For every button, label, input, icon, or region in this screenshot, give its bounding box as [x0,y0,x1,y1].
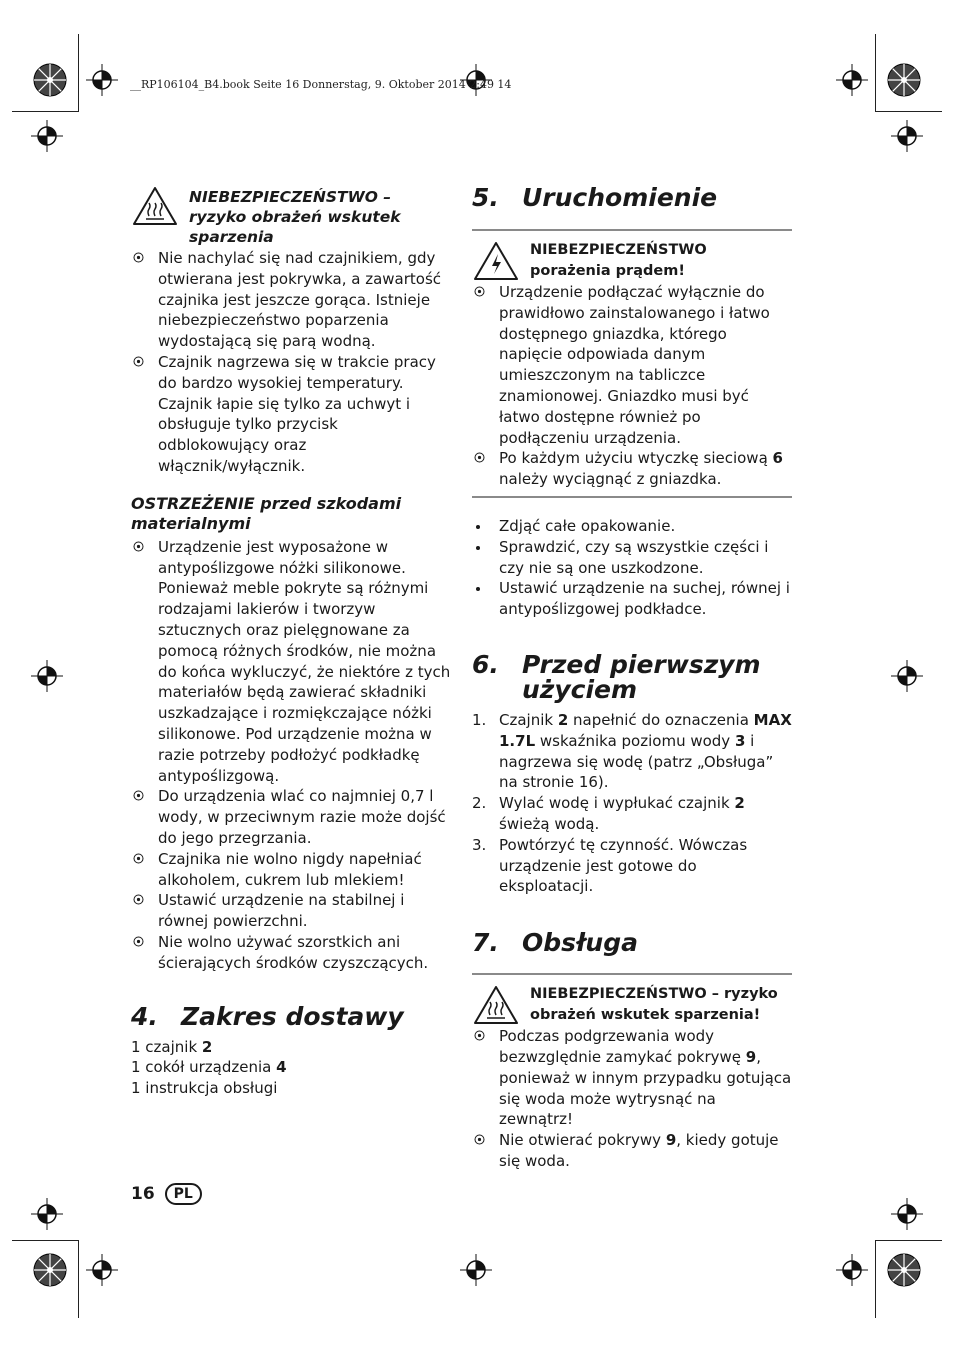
caution-title: OSTRZEŻENIE przed szkodami materialnymi [131,493,402,533]
electric-warning [472,240,792,282]
starburst-mark-icon [886,62,922,98]
section-title: Uruchomienie [522,183,718,212]
bullet-circle-icon [474,286,485,297]
list-item-text: Urządzenie jest wyposażone w antypoślizgowe nóżki silikonowe. Ponieważ meble pokryte są różnymi rodzajami lakierów i tworzyw sztucznych oraz pielęgnowane za pomocą różnych środków, nie można do końca wykluczyć, że niektóre z tych materiałów będą zawierać składniki uszkadzające i rozmiękczające nóżki silikonowe. Pod urządzenie można w razie potrzeby podłożyć podkładkę antypoślizgową. [158,537,451,785]
crop-line [12,111,78,112]
crop-line [12,1240,78,1241]
bullet-circle-icon [133,790,144,801]
crop-line [876,111,942,112]
list-item: Podczas podgrzewania wody bezwzględnie zamykać pokrywę 9, ponieważ w innym przypadku gotująca się woda może wytrysnąć na zewnątrz! [472,1026,792,1130]
bullet-circle-icon [133,936,144,947]
registration-mark-icon [84,62,120,98]
crop-line [876,1240,942,1241]
list-item: 2. Wylać wodę i wypłukać czajnik 2 świeżą wodą. [472,794,745,833]
operation-warning-box [472,973,792,1172]
burn-warning-title: NIEBEZPIECZEŃSTWO – ryzyko obrażeń wskutek sparzenia [189,188,401,246]
crop-line [78,34,79,112]
crop-line [78,1240,79,1318]
bullet-circle-icon [474,1134,485,1145]
registration-mark-icon [458,1252,494,1288]
burn-warning-list [131,248,453,477]
list-item [131,932,453,974]
section-title: Przed pierwszym użyciem [522,649,761,704]
list-item [131,537,453,787]
list-item [472,282,792,448]
bullet-circle-icon [133,853,144,864]
registration-mark-icon [889,1196,925,1232]
electric-warning-box [472,229,792,498]
registration-mark-icon [889,658,925,694]
hot-surface-warning-icon [472,984,520,1026]
bullet-dot-icon [476,587,480,591]
list-item [131,786,453,848]
registration-mark-icon [834,1252,870,1288]
operation-warning-title: NIEBEZPIECZEŃSTWO – ryzyko obrażeń wskutek sparzenia! [530,986,778,1023]
section-number: 6. [472,649,499,679]
section-title: Zakres dostawy [181,1001,404,1031]
list-item [131,849,453,891]
bullet-circle-icon [133,356,144,367]
list-item: Nie otwierać pokrywy 9, kiedy gotuje się woda. [472,1130,792,1172]
bullet-circle-icon [133,252,144,263]
bullet-circle-icon [133,541,144,552]
registration-mark-icon [29,118,65,154]
list-item-text: Ustawić urządzenie na stabilnej i równej powierzchni. [158,891,405,931]
list-item [131,248,453,352]
registration-mark-icon [834,62,870,98]
starburst-mark-icon [32,62,68,98]
list-item: Sprawdzić, czy są wszystkie części i czy nie są one uszkodzone. [472,537,792,579]
page-footer [131,1183,202,1205]
list-item [131,890,453,932]
bullet-circle-icon [474,1030,485,1041]
list-item: Po każdym użyciu wtyczkę sieciową 6 należy wyciągnąć z gniazdka. [472,448,792,490]
section-7-heading [472,928,792,958]
setup-steps [472,516,792,620]
list-item [131,352,453,477]
bullet-circle-icon [133,894,144,905]
crop-line [875,34,876,112]
caution-list [131,537,453,974]
electric-warning-title: NIEBEZPIECZEŃSTWO porażenia prądem! [530,242,707,279]
section-number: 7. [472,928,499,958]
starburst-mark-icon [32,1252,68,1288]
delivery-item: 1 czajnik 2 [131,1037,213,1056]
section-6-heading [472,649,792,704]
list-item-text: Nie wolno używać szorstkich ani ścierających środków czyszczących. [158,932,429,972]
list-item-text: Czajnika nie wolno nigdy napełniać alkoholem, cukrem lub mlekiem! [158,849,422,889]
list-item: 1. Czajnik 2 napełnić do oznaczenia MAX 1.7L wskaźnika poziomu wody 3 i nagrzewa się wodę (patrz „Obsługa” na stronie 16). [472,710,792,792]
registration-mark-icon [29,1196,65,1232]
bullet-dot-icon [476,546,480,550]
section-4-heading [131,1001,453,1031]
list-item: Zdjąć całe opakowanie. [472,516,792,537]
delivery-item: 1 cokół urządzenia 4 [131,1058,287,1077]
right-column [472,185,792,1172]
bullet-circle-icon [474,452,485,463]
registration-mark-icon [84,1252,120,1288]
left-column [131,185,453,1099]
operation-warning [472,984,792,1026]
first-use-steps [472,710,792,897]
delivery-list [131,1037,453,1099]
print-header: __RP106104_B4.book Seite 16 Donnerstag, 9. Oktober 2014 2:49 14 [130,78,512,91]
operation-warning-list [472,1026,792,1172]
list-item: 3. Powtórzyć tę czynność. Wówczas urządzenie jest gotowe do eksploatacji. [472,835,748,896]
registration-mark-icon [29,658,65,694]
page-number: 16 [131,1184,155,1204]
section-number: 4. [131,1001,158,1031]
electric-warning-list [472,282,792,490]
crop-line [875,1240,876,1318]
list-item-text: Nie nachylać się nad czajnikiem, gdy otwierana jest pokrywka, a zawartość czajnika jest jeszcze gorąca. Istnieje niebezpieczeństwo poparzenia wydostającą się parą wodną. [158,249,442,351]
section-5-heading [472,185,792,210]
electric-shock-warning-icon [472,240,520,282]
list-item-text: Do urządzenia wlać co najmniej 0,7 l wody, w przeciwnym razie może dojść do jego przegrzania. [158,787,446,847]
section-number: 5. [472,183,499,212]
list-item-text: Urządzenie podłączać wyłącznie do prawidłowo zainstalowanego i łatwo dostępnego gniazdka, którego napięcie odpowiada danym umieszczonym na tabliczce znamionowej. Gniazdko musi być łatwo dostępne również po podłączeniu urządzenia. [499,283,770,447]
language-badge: PL [165,1183,202,1205]
delivery-item: 1 instrukcja obsługi [131,1079,278,1098]
starburst-mark-icon [886,1252,922,1288]
list-item-text: Czajnik nagrzewa się w trakcie pracy do bardzo wysokiej temperatury. Czajnik łapie się tylko za uchwyt i obsługuje tylko przycisk odblokowujący oraz włącznik/wyłącznik. [158,352,436,475]
hot-surface-warning-icon [131,185,179,227]
registration-mark-icon [889,118,925,154]
bullet-dot-icon [476,525,480,529]
burn-warning [131,185,453,247]
list-item: Ustawić urządzenie na suchej, równej i antypoślizgowej podkładce. [472,578,792,620]
section-title: Obsługa [522,928,638,958]
